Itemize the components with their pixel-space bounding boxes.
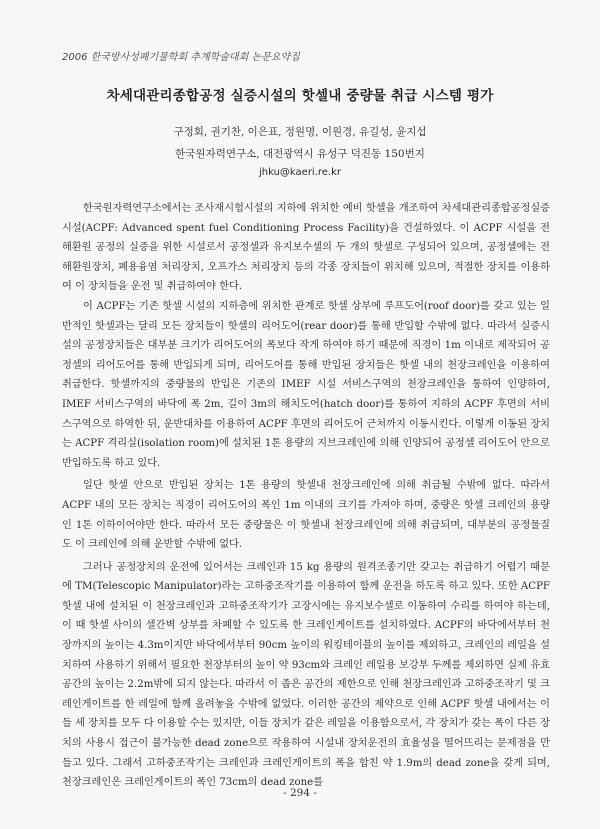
page-number: - 294 - — [283, 787, 317, 799]
paragraph: 일단 핫셀 안으로 반입된 장치는 1톤 용량의 핫셀내 천장크레인에 의해 취급될 수밖에 없다. 따라서 ACPF 내의 모든 장치는 직경이 리어도어의 폭인 1m 이내의 크기를 가져야 하며, 중량은 핫셀 크레인의 용량인 1톤 이하이어야만 한다. 따라서 모든 중량물은 이 핫셀내 천장크레인에 의해 취급되며, 대부분의 공정물질도 이 크레인에 의해 운반할 수밖에 없다. — [62, 480, 550, 551]
author-list: 구정회, 권기찬, 이은표, 정원명, 이원경, 유길성, 윤지섭 — [173, 126, 427, 138]
author-email: jhku@kaeri.re.kr — [258, 167, 342, 178]
paper-title: 차세대관리종합공정 실증시설의 핫셀내 중량물 취급 시스템 평가 — [106, 88, 494, 104]
abstract-body — [62, 199, 550, 793]
paragraph: 그러나 공정장치의 운전에 있어서는 크레인과 15 kg 용량의 원격조종기만 갖고는 취급하기 어렵기 때문에 TM(Telescopic Manipulator)라는 고하중조작기를 이용하여 함께 운전을 하도록 하고 있다. 또한 ACPF 핫셀 내에 설치된 이 천장크레인과 고하중조작기가 고장시에는 유지보수셀로 이동하여 수리를 하여야 하는데, 이 때 핫셀 사이의 셀간벽 상부를 차폐할 수 있도록 한 크레인게이트를 설치하였다. ACPF의 바닥에서부터 천장까지의 높이는 4.3m이지만 바닥에서부터 90cm 높이의 워킹테이블의 높이를 제외하고, 크레인의 레일을 설치하여 사용하기 위해서 필요한 천장부터의 높이 약 93cm와 크레인 레일용 보강부 두께를 제외하면 실제 유효공간의 높이는 2.2m밖에 되지 않는다. 따라서 이 좁은 공간의 제한으로 인해 천장크레인과 고하중조작기 및 크레인게이트를 한 레일에 함께 올려놓을 수밖에 없었다. 이러한 공간의 제약으로 인해 ACPF 핫셀 내에서는 이들 세 장치를 모두 다 이용할 수는 있지만, 이들 장치가 같은 레일을 이용함으로서, 각 장치가 갖는 폭이 다른 장치의 사용시 접근이 불가능한 dead zone으로 작용하여 시설내 장치운전의 효율성을 떨어뜨리는 문제점을 만들고 있다. 그래서 고하중조작기는 크레인과 크레인게이트의 폭을 합친 약 1.9m의 dead zone을 갖게 되며, 천장크레인은 크레인게이트의 폭인 73cm의 dead zone를 — [62, 561, 550, 789]
affiliation: 한국원자력연구소, 대전광역시 유성구 덕진동 150번지 — [175, 148, 425, 160]
proceedings-header: 2006 한국방사성폐기물학회 추계학술대회 논문요약집 — [62, 52, 300, 63]
paragraph: 한국원자력연구소에서는 조사재시험시설의 지하에 위치한 예비 핫셀을 개조하여 차세대관리종합공정실증시설(ACPF: Advanced spent fuel Conditioning Process Facility)을 건설하였다. 이 ACPF 시설을 전해환원 공정의 실증을 위한 시설로서 공정셀과 유지보수셀의 두 개의 핫셀로 구성되어 있으며, 공정셀에는 전해환원장치, 폐용융염 처리장치, 오프가스 처리장치 등의 각종 장치들이 위치해 있으며, 적절한 장치를 이용하여 이 장치들을 운전 및 취급하여야 한다. — [62, 203, 550, 293]
paragraph: 이 ACPF는 기존 핫셀 시설의 지하층에 위치한 관계로 핫셀 상부에 루프도어(roof door)를 갖고 있는 일반적인 핫셀과는 달리 모든 장치들이 핫셀의 리어도어(rear door)를 통해 반입할 수밖에 없다. 따라서 실증시설의 공정장치들은 대부분 크기가 리어도어의 폭보다 작게 하여야 하기 때문에 직경이 1m 이내로 제작되어 공정셀의 리어도어를 통해 반입되게 되며, 리어도어를 통해 반입된 장치들은 핫셀 내의 천장크레인을 이용하여 취급한다. 핫셀까지의 중량물의 반입은 기존의 IMEF 시설 서비스구역의 천장크레인을 통하여 인양하여, IMEF 서비스구역의 바닥에 폭 2m, 길이 3m의 해치도어(hatch door)를 통하여 지하의 ACPF 후면의 서비스구역으로 하역한 뒤, 운반대차를 이용하여 ACPF 후면의 리어도어 근처까지 이동시킨다. 이렇게 이동된 장치는 ACPF 격리실(isolation room)에 설치된 1톤 용량의 지브크레인에 의해 인양되어 공정셀 리어도어 안으로 반입하도록 하고 있다. — [62, 300, 550, 469]
